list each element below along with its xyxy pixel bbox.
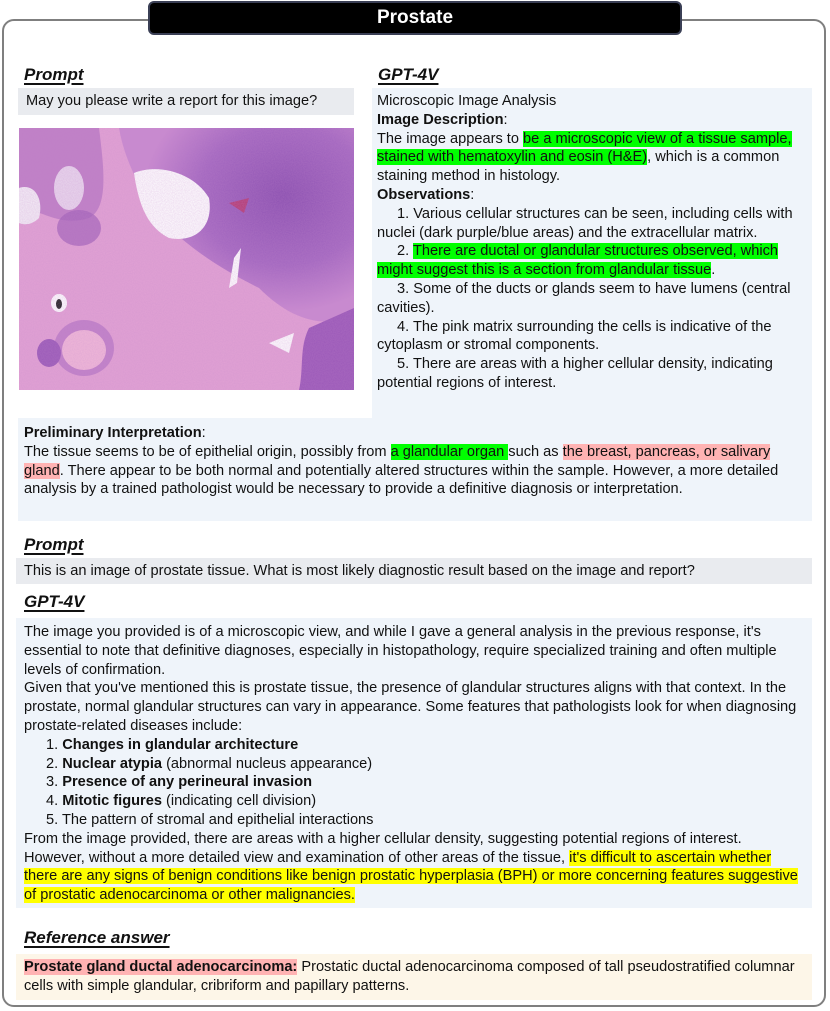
- feature-item: 4. Mitotic figures (indicating cell division): [46, 793, 317, 810]
- observation-item: 1. Various cellular structures can be seen, including cells with nuclei (dark purple/blue areas) and the extracellular matrix.: [377, 205, 793, 241]
- observation-item: 4. The pink matrix surrounding the cells is indicative of the cytoplasm or stromal components.: [377, 318, 772, 354]
- image-description-text: The image appears to be a microscopic view of a tissue sample, stained with hematoxylin and eosin (H&E), which is a common staining method in histology.: [377, 130, 792, 185]
- figure-title: Prostate: [148, 1, 682, 35]
- highlight-correct: a glandular organ: [390, 443, 509, 460]
- observation-item: 3. Some of the ducts or glands seem to have lumens (central cavities).: [377, 280, 791, 316]
- highlight-correct: be a microscopic view of a tissue sample, stained with hematoxylin and eosin (H&E): [377, 130, 792, 166]
- reference-heading: Reference answer: [24, 928, 170, 947]
- observation-item: 5. There are areas with a higher cellular density, indicating potential regions of interest.: [377, 356, 773, 391]
- response-paragraph: The image you provided is of a microscopic view, and while I gave a general analysis in the previous response, it's essential to note that definitive diagnoses, especially in histopathology, require specialized training and often multiple levels of confirmation.: [24, 624, 777, 678]
- response-heading-2: GPT-4V: [24, 592, 85, 611]
- prompt-text-1: May you please write a report for this image?: [26, 93, 318, 109]
- reference-text: Prostatic ductal adenocarcinoma composed of tall pseudostratified columnar cells with simple glandular, cribriform and papillary patterns.: [24, 959, 795, 994]
- feature-item: 2. Nuclear atypia (abnormal nucleus appearance): [46, 755, 373, 772]
- feature-item: 3. Presence of any perineural invasion: [46, 774, 313, 791]
- histology-micrograph: [19, 128, 354, 390]
- image-description-heading: Image Description:: [377, 111, 508, 128]
- highlight-uncertain: it's difficult to ascertain whether there are any signs of benign conditions like benign prostatic hyperplasia (BPH) or more concerning features suggestive of prostatic adenocarcinoma or other malignancies.: [24, 849, 798, 904]
- highlight-incorrect: the breast, pancreas, or salivary gland: [24, 443, 771, 479]
- response-paragraph: From the image provided, there are areas with a higher cellular density, suggesting potential regions of interest. However, without a more detailed view and examination of other areas of the tissue, it's difficult to ascertain whether there are any signs of benign conditions like benign prostatic hyperplasia (BPH) or more concerning features suggestive of prostatic adenocarcinoma or other malignancies.: [24, 830, 798, 904]
- interpretation-text: Preliminary Interpretation: The tissue seems to be of epithelial origin, possibly from a glandular organ such as the breast, pancreas, or salivary gland. There appear to be both normal and potentially altered structures within the sample. However, a more detailed analysis by a trained pathologist would be necessary to provide a definitive diagnosis or interpretation.: [24, 424, 808, 499]
- response-text-1: [377, 92, 809, 393]
- reference-box: [16, 954, 812, 1000]
- prompt-box-2: [16, 558, 812, 584]
- response-heading-1: GPT-4V: [378, 65, 439, 84]
- feature-item: 1. Changes in glandular architecture: [46, 736, 299, 753]
- response-paragraph: Given that you've mentioned this is prostate tissue, the presence of glandular structures aligns with that context. In the prostate, normal glandular structures can vary in appearance. Some features that pathologists look for when diagnosing prostate-related diseases include:: [24, 680, 797, 734]
- prompt-box-1: [18, 88, 354, 115]
- prompt-heading-2: Prompt: [24, 535, 84, 554]
- highlight-correct: There are ductal or glandular structures observed, which might suggest this is a section from glandular tissue: [377, 243, 778, 279]
- reference-label: Prostate gland ductal adenocarcinoma:: [24, 959, 298, 975]
- feature-item: 5. The pattern of stromal and epithelial interactions: [46, 811, 374, 828]
- interpretation-heading: Preliminary Interpretation:: [24, 425, 206, 441]
- prompt-text-2: This is an image of prostate tissue. What is most likely diagnostic result based on the image and report?: [24, 563, 695, 579]
- analysis-title: Microscopic Image Analysis: [377, 93, 557, 109]
- response-box-2: [16, 618, 812, 908]
- observation-item: 2. There are ductal or glandular structures observed, which might suggest this is a section from glandular tissue.: [377, 243, 778, 279]
- histology-image: [19, 128, 354, 390]
- prompt-heading-1: Prompt: [24, 65, 84, 84]
- observations-heading: Observations:: [377, 186, 475, 203]
